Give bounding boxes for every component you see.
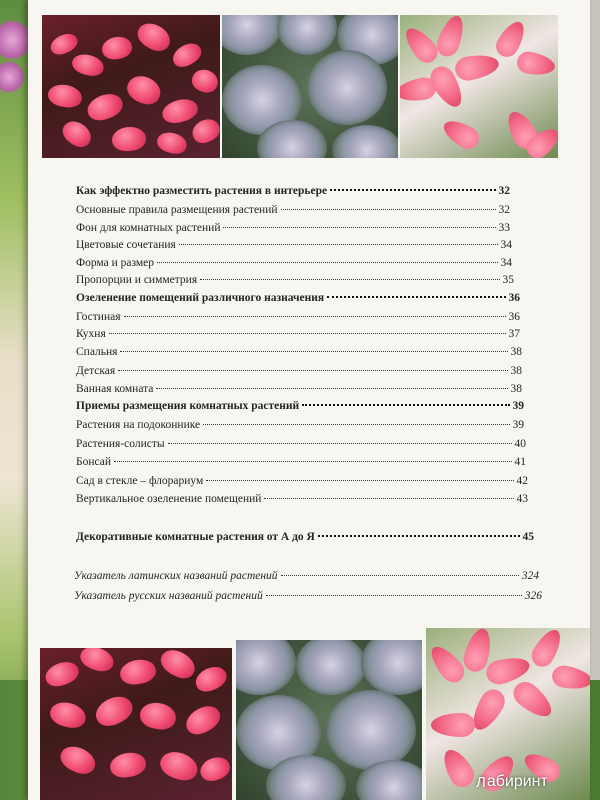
toc-entry-title: Как эффектно разместить растения в интерьере: [76, 185, 328, 197]
toc-entry: [76, 455, 526, 469]
toc-entry-page: 34: [500, 257, 512, 269]
toc-entry-title: Бонсай: [76, 456, 112, 468]
toc-dot-leader: [200, 279, 499, 280]
toc-entry-title: Спальня: [76, 346, 118, 358]
toc-entry: [76, 418, 524, 432]
toc-entry-title: Растения на подоконнике: [76, 419, 201, 431]
toc-entry: [76, 238, 512, 252]
toc-entry: [76, 327, 520, 341]
toc-entry-page: 45: [522, 531, 534, 543]
toc-entry: [76, 291, 520, 305]
toc-entry-title: Кухня: [76, 328, 106, 340]
toc-dot-leader: [157, 262, 498, 263]
toc-entry-title: Озеленение помещений различного назначения: [76, 292, 325, 304]
toc-entry: [74, 589, 542, 603]
toc-entry-page: 33: [498, 222, 510, 234]
toc-dot-leader: [124, 316, 506, 317]
toc-dot-leader: [327, 296, 505, 298]
toc-entry-page: 39: [512, 419, 524, 431]
toc-dot-leader: [168, 443, 512, 444]
labirint-logo-icon: Л: [476, 773, 486, 791]
labirint-logo-text: абиринт: [486, 773, 548, 790]
toc-entry: [76, 203, 510, 217]
toc-entry-page: 41: [514, 456, 526, 468]
toc-entry: [76, 310, 520, 324]
toc-dot-leader: [318, 535, 520, 537]
labirint-watermark: [476, 771, 548, 793]
toc-entry: [76, 437, 526, 451]
toc-dot-leader: [330, 189, 495, 191]
toc-entry: [76, 492, 528, 506]
toc-entry: [76, 184, 510, 198]
toc-entry: [76, 256, 512, 270]
toc-dot-leader: [281, 575, 519, 576]
toc-entry-page: 326: [524, 590, 542, 602]
toc-dot-leader: [118, 370, 507, 371]
toc-entry-page: 42: [516, 475, 528, 487]
toc-entry-page: 34: [500, 239, 512, 251]
toc-dot-leader: [179, 244, 498, 245]
toc-entry-page: 38: [510, 346, 522, 358]
toc-entry-page: 36: [508, 292, 520, 304]
toc-entry: [76, 221, 510, 235]
toc-entry-title: Вертикальное озеленение помещений: [76, 493, 262, 505]
toc-dot-leader: [203, 424, 509, 425]
toc-entry-page: 40: [514, 438, 526, 450]
toc-entry-title: Сад в стекле – флорариум: [76, 475, 204, 487]
toc-dot-leader: [223, 227, 495, 228]
toc-entry-title: Основные правила размещения растений: [76, 204, 278, 216]
toc-entry: [76, 382, 522, 396]
toc-entry-title: Форма и размер: [76, 257, 154, 269]
toc-entry: [76, 364, 522, 378]
toc-entry: [76, 273, 514, 287]
toc-entry: [76, 530, 534, 544]
toc-dot-leader: [109, 333, 506, 334]
toc-dot-leader: [264, 498, 513, 499]
toc-entry-title: Декоративные комнатные растения от А до Я: [76, 531, 315, 543]
toc-entry-title: Пропорции и симметрия: [76, 274, 198, 286]
toc-entry-title: Ванная комната: [76, 383, 154, 395]
toc-entry-page: 43: [516, 493, 528, 505]
toc-entry: [74, 569, 539, 583]
toc-entry: [76, 474, 528, 488]
toc-dot-leader: [114, 461, 511, 462]
toc-entry: [76, 345, 522, 359]
toc-dot-leader: [120, 351, 507, 352]
toc-dot-leader: [281, 209, 496, 210]
toc-entry-page: 36: [508, 311, 520, 323]
toc-entry-title: Фон для комнатных растений: [76, 222, 221, 234]
toc-entry-page: 38: [510, 365, 522, 377]
toc-entry-title: Детская: [76, 365, 116, 377]
toc-entry-page: 32: [498, 204, 510, 216]
toc-entry-title: Растения-солисты: [76, 438, 165, 450]
toc-dot-leader: [266, 595, 522, 596]
toc-entry-title: Указатель латинских названий растений: [74, 570, 278, 582]
toc-entry: [76, 399, 524, 413]
toc-entry-title: Приемы размещения комнатных растений: [76, 400, 300, 412]
toc-entry-title: Цветовые сочетания: [76, 239, 176, 251]
toc-entry-page: 38: [510, 383, 522, 395]
toc-entry-page: 37: [508, 328, 520, 340]
toc-entry-page: 32: [498, 185, 510, 197]
toc-dot-leader: [206, 480, 513, 481]
toc-dot-leader: [156, 388, 507, 389]
toc-entry-page: 35: [502, 274, 514, 286]
toc-entry-title: Гостиная: [76, 311, 121, 323]
toc-entry-title: Указатель русских названий растений: [74, 590, 263, 602]
toc-entry-page: 324: [521, 570, 539, 582]
toc-entry-page: 39: [512, 400, 524, 412]
toc-dot-leader: [302, 404, 509, 406]
